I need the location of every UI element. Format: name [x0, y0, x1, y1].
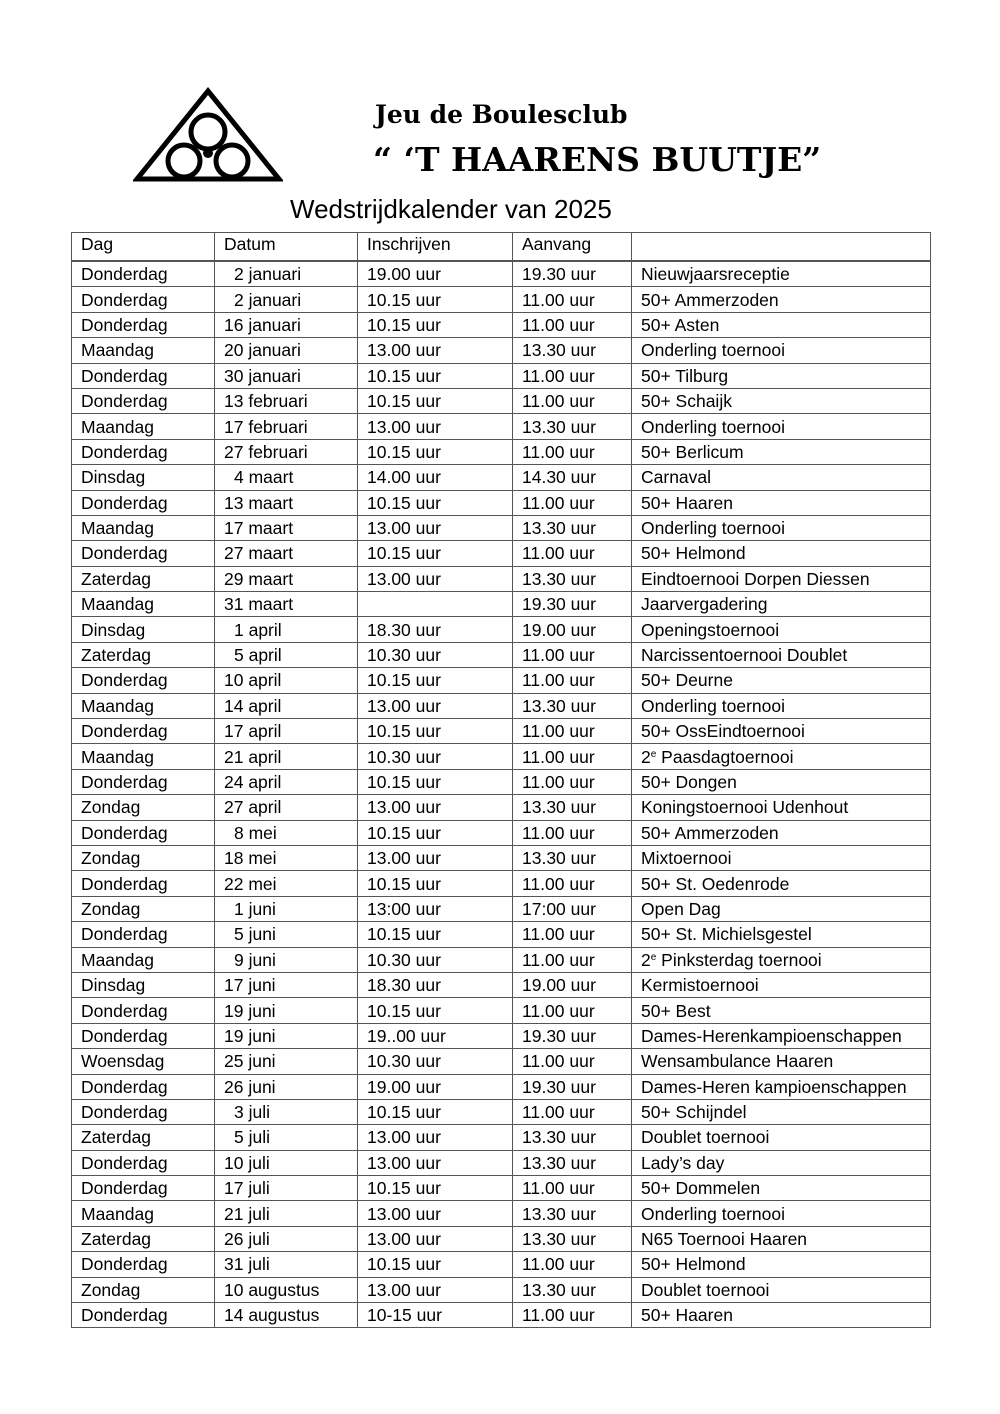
cell-aanvang: 13.30 uur: [513, 1150, 632, 1175]
cell-aanvang: 11.00 uur: [513, 1176, 632, 1201]
club-title: “ ‘T HAARENS BUUTJE”: [373, 140, 822, 179]
cell-dag: Maandag: [72, 515, 215, 540]
cell-aanvang: 11.00 uur: [513, 820, 632, 845]
cell-aanvang: 13.30 uur: [513, 338, 632, 363]
cell-event: Koningstoernooi Udenhout: [632, 795, 931, 820]
table-row: [72, 287, 931, 312]
table-row: [72, 795, 931, 820]
table-row: [72, 490, 931, 515]
cell-event: 50+ Ammerzoden: [632, 820, 931, 845]
cell-datum: 9 juni: [215, 947, 358, 972]
cell-inschrijven: 13:00 uur: [358, 896, 513, 921]
cell-event: N65 Toernooi Haaren: [632, 1226, 931, 1251]
table-row: [72, 642, 931, 667]
cell-event: 50+ Dommelen: [632, 1176, 931, 1201]
cell-aanvang: 11.00 uur: [513, 490, 632, 515]
cell-datum: 5 juli: [215, 1125, 358, 1150]
table-row: [72, 947, 931, 972]
cell-event: 50+ Haaren: [632, 490, 931, 515]
cell-aanvang: 19.30 uur: [513, 1074, 632, 1099]
cell-dag: Donderdag: [72, 922, 215, 947]
club-logo: [133, 87, 283, 183]
cell-event: Onderling toernooi: [632, 414, 931, 439]
cell-datum: 10 april: [215, 668, 358, 693]
table-row: [72, 439, 931, 464]
cell-inschrijven: 13.00 uur: [358, 1226, 513, 1251]
column-header-dag: Dag: [72, 233, 215, 262]
cell-aanvang: 11.00 uur: [513, 1049, 632, 1074]
cell-dag: Maandag: [72, 1201, 215, 1226]
table-row: [72, 1277, 931, 1302]
cell-datum: 17 april: [215, 719, 358, 744]
cell-datum: 16 januari: [215, 312, 358, 337]
cell-inschrijven: 18.30 uur: [358, 972, 513, 997]
cell-datum: 25 juni: [215, 1049, 358, 1074]
table-row: [72, 1099, 931, 1124]
cell-aanvang: 11.00 uur: [513, 1252, 632, 1277]
cell-inschrijven: 10.15 uur: [358, 871, 513, 896]
table-row: [72, 719, 931, 744]
cell-aanvang: 13.30 uur: [513, 1125, 632, 1150]
cell-dag: Donderdag: [72, 363, 215, 388]
cell-datum: 5 juni: [215, 922, 358, 947]
cell-event: 2e Paasdagtoernooi: [632, 744, 931, 769]
cell-event: 2e Pinksterdag toernooi: [632, 947, 931, 972]
cell-dag: Zondag: [72, 896, 215, 921]
table-row: [72, 769, 931, 794]
cell-dag: Donderdag: [72, 719, 215, 744]
cell-inschrijven: 10.15 uur: [358, 769, 513, 794]
cell-inschrijven: 10.30 uur: [358, 744, 513, 769]
cell-dag: Donderdag: [72, 1303, 215, 1328]
table-row: [72, 1226, 931, 1251]
table-row: [72, 972, 931, 997]
cell-inschrijven: 10.15 uur: [358, 820, 513, 845]
cell-inschrijven: 10.15 uur: [358, 439, 513, 464]
cell-inschrijven: 18.30 uur: [358, 617, 513, 642]
table-row: [72, 592, 931, 617]
cell-datum: 21 juli: [215, 1201, 358, 1226]
cell-event: 50+ Berlicum: [632, 439, 931, 464]
cell-inschrijven: 10.15 uur: [358, 922, 513, 947]
cell-datum: 27 april: [215, 795, 358, 820]
cell-dag: Zaterdag: [72, 1125, 215, 1150]
cell-event: 50+ Deurne: [632, 668, 931, 693]
cell-datum: 17 juli: [215, 1176, 358, 1201]
cell-datum: 27 februari: [215, 439, 358, 464]
table-row: [72, 1125, 931, 1150]
cell-dag: Dinsdag: [72, 617, 215, 642]
cell-inschrijven: 13.00 uur: [358, 1201, 513, 1226]
cell-event: Carnaval: [632, 465, 931, 490]
cell-inschrijven: 10.15 uur: [358, 388, 513, 413]
cell-aanvang: 13.30 uur: [513, 795, 632, 820]
cell-inschrijven: 10.15 uur: [358, 1099, 513, 1124]
page-title: Wedstrijdkalender van 2025: [290, 194, 612, 224]
cell-event: 50+ Haaren: [632, 1303, 931, 1328]
cell-aanvang: 19.00 uur: [513, 617, 632, 642]
cell-aanvang: 11.00 uur: [513, 668, 632, 693]
cell-aanvang: 11.00 uur: [513, 1303, 632, 1328]
cell-dag: Maandag: [72, 338, 215, 363]
cell-dag: Donderdag: [72, 439, 215, 464]
cell-event: Jaarvergadering: [632, 592, 931, 617]
cell-dag: Donderdag: [72, 287, 215, 312]
cell-inschrijven: 13.00 uur: [358, 1150, 513, 1175]
table-row: [72, 541, 931, 566]
cell-event: Onderling toernooi: [632, 515, 931, 540]
cell-aanvang: 11.00 uur: [513, 871, 632, 896]
club-name: Jeu de Boulesclub: [375, 100, 628, 129]
cell-aanvang: 11.00 uur: [513, 947, 632, 972]
cell-aanvang: 13.30 uur: [513, 1277, 632, 1302]
cell-dag: Donderdag: [72, 261, 215, 287]
cell-inschrijven: 10.15 uur: [358, 668, 513, 693]
cell-inschrijven: 10.15 uur: [358, 312, 513, 337]
cell-dag: Donderdag: [72, 998, 215, 1023]
cell-event: Doublet toernooi: [632, 1277, 931, 1302]
cell-inschrijven: 19.00 uur: [358, 1074, 513, 1099]
cell-event: Wensambulance Haaren: [632, 1049, 931, 1074]
cell-inschrijven: 10.15 uur: [358, 719, 513, 744]
cell-inschrijven: 13.00 uur: [358, 515, 513, 540]
table-row: [72, 871, 931, 896]
competition-calendar-table: [71, 232, 931, 1328]
table-row: [72, 922, 931, 947]
cell-dag: Donderdag: [72, 1150, 215, 1175]
cell-event: Onderling toernooi: [632, 338, 931, 363]
cell-datum: 21 april: [215, 744, 358, 769]
cell-event: 50+ Schaijk: [632, 388, 931, 413]
cell-event: Dames-Heren kampioenschappen: [632, 1074, 931, 1099]
cell-aanvang: 11.00 uur: [513, 439, 632, 464]
cell-event: 50+ Best: [632, 998, 931, 1023]
cell-inschrijven: 10.30 uur: [358, 642, 513, 667]
cell-inschrijven: 19.00 uur: [358, 261, 513, 287]
cell-event: 50+ St. Michielsgestel: [632, 922, 931, 947]
cell-aanvang: 11.00 uur: [513, 388, 632, 413]
cell-dag: Maandag: [72, 947, 215, 972]
cell-aanvang: 11.00 uur: [513, 642, 632, 667]
cell-inschrijven: 10.15 uur: [358, 1252, 513, 1277]
table-row: [72, 1150, 931, 1175]
cell-datum: 1 juni: [215, 896, 358, 921]
cell-datum: 19 juni: [215, 1023, 358, 1048]
cell-aanvang: 19.30 uur: [513, 1023, 632, 1048]
column-header-event: [632, 233, 931, 262]
cell-datum: 30 januari: [215, 363, 358, 388]
cell-aanvang: 13.30 uur: [513, 566, 632, 591]
cell-event: Kermistoernooi: [632, 972, 931, 997]
table-row: [72, 820, 931, 845]
table-row: [72, 312, 931, 337]
cell-dag: Donderdag: [72, 1252, 215, 1277]
table-row: [72, 1176, 931, 1201]
table-row: [72, 693, 931, 718]
cell-inschrijven: 13.00 uur: [358, 1277, 513, 1302]
cell-dag: Dinsdag: [72, 465, 215, 490]
cell-event: 50+ OssEindtoernooi: [632, 719, 931, 744]
cell-datum: 19 juni: [215, 998, 358, 1023]
cell-dag: Donderdag: [72, 820, 215, 845]
cell-inschrijven: 10.15 uur: [358, 1176, 513, 1201]
table-row: [72, 1049, 931, 1074]
cell-datum: 27 maart: [215, 541, 358, 566]
cell-aanvang: 19.30 uur: [513, 592, 632, 617]
cell-datum: 26 juni: [215, 1074, 358, 1099]
cell-inschrijven: 13.00 uur: [358, 693, 513, 718]
cell-aanvang: 11.00 uur: [513, 744, 632, 769]
cell-aanvang: 13.30 uur: [513, 414, 632, 439]
table-row: [72, 1201, 931, 1226]
cell-inschrijven: 10.15 uur: [358, 998, 513, 1023]
cell-inschrijven: 10-15 uur: [358, 1303, 513, 1328]
cell-inschrijven: 13.00 uur: [358, 414, 513, 439]
table-row: [72, 388, 931, 413]
cell-aanvang: 11.00 uur: [513, 769, 632, 794]
cell-datum: 10 juli: [215, 1150, 358, 1175]
cell-inschrijven: 13.00 uur: [358, 795, 513, 820]
cell-event: 50+ Asten: [632, 312, 931, 337]
cell-aanvang: 13.30 uur: [513, 1226, 632, 1251]
cell-datum: 13 februari: [215, 388, 358, 413]
cell-dag: Donderdag: [72, 312, 215, 337]
cell-event: Eindtoernooi Dorpen Diessen: [632, 566, 931, 591]
cell-datum: 26 juli: [215, 1226, 358, 1251]
cell-aanvang: 13.30 uur: [513, 1201, 632, 1226]
cell-datum: 17 maart: [215, 515, 358, 540]
table-row: [72, 363, 931, 388]
cell-event: 50+ Ammerzoden: [632, 287, 931, 312]
column-header-aanvang: Aanvang: [513, 233, 632, 262]
cell-aanvang: 13.30 uur: [513, 693, 632, 718]
cell-inschrijven: 19..00 uur: [358, 1023, 513, 1048]
cell-aanvang: 11.00 uur: [513, 922, 632, 947]
table-row: [72, 998, 931, 1023]
cell-event: Openingstoernooi: [632, 617, 931, 642]
cell-datum: 8 mei: [215, 820, 358, 845]
cell-datum: 3 juli: [215, 1099, 358, 1124]
cell-dag: Donderdag: [72, 490, 215, 515]
cell-aanvang: 19.00 uur: [513, 972, 632, 997]
cell-event: 50+ Helmond: [632, 541, 931, 566]
cell-datum: 31 juli: [215, 1252, 358, 1277]
cell-dag: Zaterdag: [72, 566, 215, 591]
cell-dag: Donderdag: [72, 1023, 215, 1048]
cell-inschrijven: 10.30 uur: [358, 1049, 513, 1074]
cell-dag: Maandag: [72, 592, 215, 617]
cell-event: 50+ Helmond: [632, 1252, 931, 1277]
table-row: [72, 896, 931, 921]
cell-event: 50+ Schijndel: [632, 1099, 931, 1124]
cell-datum: 18 mei: [215, 845, 358, 870]
cell-event: Narcissentoernooi Doublet: [632, 642, 931, 667]
column-header-inschrijven: Inschrijven: [358, 233, 513, 262]
table-row: [72, 465, 931, 490]
table-row: [72, 566, 931, 591]
cell-dag: Zondag: [72, 845, 215, 870]
cell-datum: 14 april: [215, 693, 358, 718]
cell-aanvang: 11.00 uur: [513, 719, 632, 744]
cell-datum: 14 augustus: [215, 1303, 358, 1328]
cell-inschrijven: 10.15 uur: [358, 287, 513, 312]
cell-inschrijven: 10.15 uur: [358, 541, 513, 566]
cell-aanvang: 14.30 uur: [513, 465, 632, 490]
cell-dag: Donderdag: [72, 769, 215, 794]
cell-event: Doublet toernooi: [632, 1125, 931, 1150]
cell-dag: Donderdag: [72, 1176, 215, 1201]
cell-dag: Maandag: [72, 744, 215, 769]
cell-event: Onderling toernooi: [632, 1201, 931, 1226]
cell-dag: Zondag: [72, 1277, 215, 1302]
cell-dag: Zaterdag: [72, 1226, 215, 1251]
cell-dag: Donderdag: [72, 541, 215, 566]
table-header-row: [72, 233, 931, 262]
cell-dag: Zaterdag: [72, 642, 215, 667]
table-row: [72, 261, 931, 287]
cell-datum: 22 mei: [215, 871, 358, 896]
column-header-datum: Datum: [215, 233, 358, 262]
cell-inschrijven: 10.30 uur: [358, 947, 513, 972]
cell-datum: 5 april: [215, 642, 358, 667]
cell-inschrijven: 13.00 uur: [358, 566, 513, 591]
cell-event: Onderling toernooi: [632, 693, 931, 718]
cell-datum: 17 februari: [215, 414, 358, 439]
cell-datum: 13 maart: [215, 490, 358, 515]
cell-event: 50+ Dongen: [632, 769, 931, 794]
cell-datum: 20 januari: [215, 338, 358, 363]
cell-event: Lady’s day: [632, 1150, 931, 1175]
cell-aanvang: 17:00 uur: [513, 896, 632, 921]
cell-dag: Dinsdag: [72, 972, 215, 997]
cell-aanvang: 11.00 uur: [513, 363, 632, 388]
table-row: [72, 1303, 931, 1328]
cell-aanvang: 19.30 uur: [513, 261, 632, 287]
cell-aanvang: 11.00 uur: [513, 998, 632, 1023]
cell-datum: 17 juni: [215, 972, 358, 997]
cell-datum: 29 maart: [215, 566, 358, 591]
table-row: [72, 338, 931, 363]
cell-inschrijven: 10.15 uur: [358, 363, 513, 388]
table-row: [72, 744, 931, 769]
cell-datum: 1 april: [215, 617, 358, 642]
cell-inschrijven: [358, 592, 513, 617]
table-row: [72, 1252, 931, 1277]
table-row: [72, 1023, 931, 1048]
cell-event: Open Dag: [632, 896, 931, 921]
cell-aanvang: 11.00 uur: [513, 287, 632, 312]
cell-aanvang: 13.30 uur: [513, 845, 632, 870]
cell-aanvang: 11.00 uur: [513, 1099, 632, 1124]
cell-datum: 31 maart: [215, 592, 358, 617]
cell-dag: Maandag: [72, 414, 215, 439]
cell-dag: Woensdag: [72, 1049, 215, 1074]
cell-inschrijven: 13.00 uur: [358, 338, 513, 363]
table-row: [72, 617, 931, 642]
cell-aanvang: 13.30 uur: [513, 515, 632, 540]
cell-dag: Donderdag: [72, 871, 215, 896]
cell-inschrijven: 13.00 uur: [358, 1125, 513, 1150]
cell-datum: 24 april: [215, 769, 358, 794]
cell-dag: Donderdag: [72, 668, 215, 693]
cell-dag: Maandag: [72, 693, 215, 718]
cell-datum: 10 augustus: [215, 1277, 358, 1302]
table-row: [72, 845, 931, 870]
cell-inschrijven: 13.00 uur: [358, 845, 513, 870]
cell-event: 50+ Tilburg: [632, 363, 931, 388]
cell-event: Mixtoernooi: [632, 845, 931, 870]
cell-event: Nieuwjaarsreceptie: [632, 261, 931, 287]
cell-datum: 2 januari: [215, 287, 358, 312]
table-row: [72, 414, 931, 439]
cell-aanvang: 11.00 uur: [513, 312, 632, 337]
cell-event: 50+ St. Oedenrode: [632, 871, 931, 896]
cell-datum: 2 januari: [215, 261, 358, 287]
cell-dag: Zondag: [72, 795, 215, 820]
cell-dag: Donderdag: [72, 388, 215, 413]
cell-inschrijven: 14.00 uur: [358, 465, 513, 490]
cell-dag: Donderdag: [72, 1099, 215, 1124]
table-row: [72, 1074, 931, 1099]
table-row: [72, 515, 931, 540]
cell-inschrijven: 10.15 uur: [358, 490, 513, 515]
cell-datum: 4 maart: [215, 465, 358, 490]
table-row: [72, 668, 931, 693]
cell-aanvang: 11.00 uur: [513, 541, 632, 566]
cell-event: Dames-Herenkampioenschappen: [632, 1023, 931, 1048]
cell-dag: Donderdag: [72, 1074, 215, 1099]
